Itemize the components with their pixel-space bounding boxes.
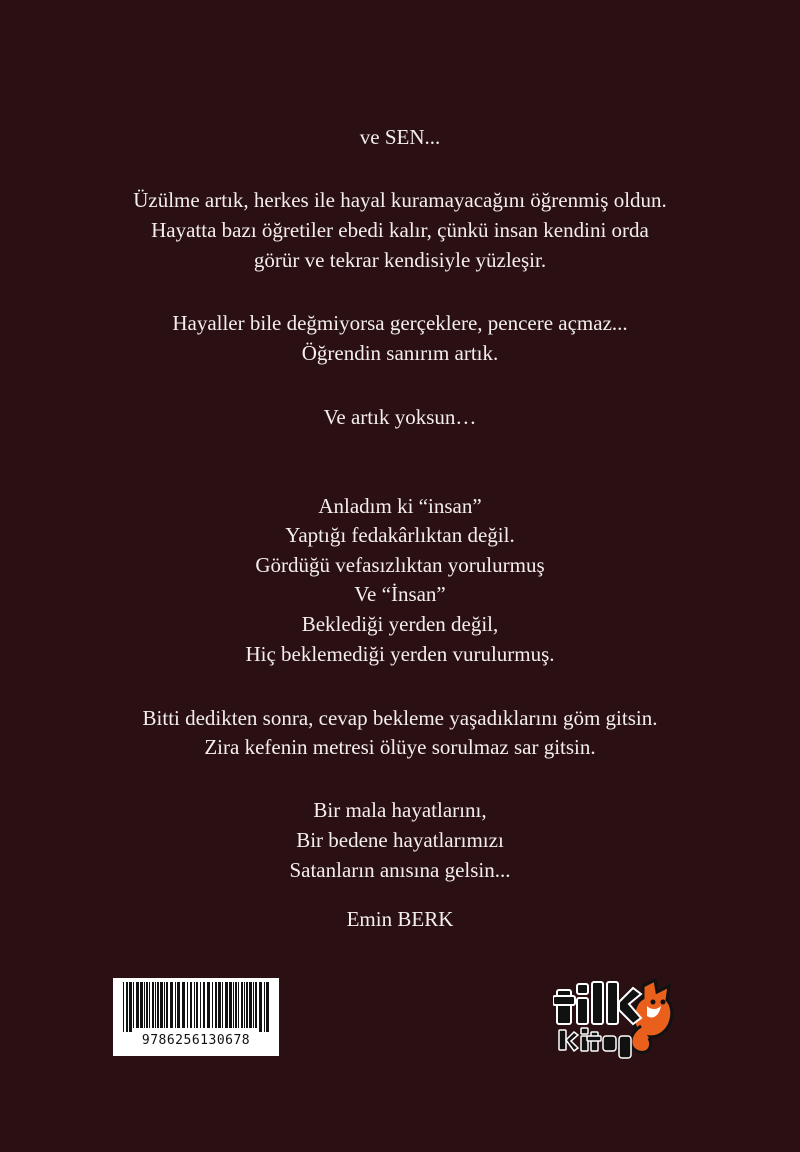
paragraph-1-line-2: Hayatta bazı öğretiler ebedi kalır, çünkü insan kendini orda [151, 218, 649, 242]
poem-line-4: Ve “İnsan” [354, 582, 446, 606]
barcode-bar [266, 982, 269, 1032]
paragraph-6-line-2: Bir bedene hayatlarımızı [296, 828, 504, 852]
barcode-bar [238, 982, 239, 1028]
barcode-bar [166, 982, 168, 1028]
isbn-barcode [113, 978, 279, 1056]
barcode-bar [170, 982, 173, 1028]
barcode-bar [187, 982, 188, 1028]
barcode-bar [212, 982, 213, 1028]
barcode-bar [222, 982, 223, 1028]
logo-word-kitap [559, 1028, 631, 1058]
paragraph-5-line-1: Bitti dedikten sonra, cevap bekleme yaşadıklarını göm gitsin. [142, 706, 658, 730]
paragraph-6-line-3: Satanların anısına gelsin... [289, 858, 511, 882]
barcode-bar [241, 982, 243, 1028]
logo-word-tilki [553, 982, 641, 1024]
isbn-number: 9786256130678 [141, 1033, 251, 1048]
paragraph-3-line-1: Ve artık yoksun… [323, 405, 477, 429]
barcode-bar [249, 982, 252, 1028]
barcode-bar [200, 982, 201, 1028]
barcode-bar [123, 982, 124, 1032]
barcode-bar [194, 982, 195, 1028]
paragraph-5-line-2: Zira kefenin metresi ölüye sorulmaz sar gitsin. [204, 735, 596, 759]
poem-line-3: Gördüğü vefasızlıktan yorulurmuş [255, 553, 545, 577]
barcode-bar [149, 982, 150, 1028]
poem-line-5: Beklediği yerden değil, [301, 612, 499, 636]
barcode-bar [129, 982, 132, 1032]
author-name: Emin BERK [346, 907, 454, 931]
barcode-bar [196, 982, 198, 1028]
poem-line-2: Yaptığı fedakârlıktan değil. [285, 523, 515, 547]
barcode-bar [177, 982, 180, 1028]
barcode-bar [126, 982, 128, 1032]
barcode-bars-graphic [121, 982, 271, 1032]
barcode-bar [152, 982, 154, 1028]
heading: ve SEN... [359, 125, 441, 149]
barcode-bar [146, 982, 148, 1028]
barcode-bar [246, 982, 248, 1028]
barcode-bar [140, 982, 143, 1028]
barcode-bar [229, 982, 232, 1028]
paragraph-6-line-1: Bir mala hayatlarını, [313, 798, 487, 822]
barcode-bar [215, 982, 217, 1028]
barcode-bar [160, 982, 163, 1028]
paragraph-2-line-1: Hayaller bile değmiyorsa gerçeklere, pencere açmaz... [172, 311, 628, 335]
barcode-bar [244, 982, 245, 1028]
barcode-bar [155, 982, 156, 1028]
paragraph-2-line-2: Öğrendin sanırım artık. [301, 341, 499, 365]
barcode-bar [190, 982, 192, 1028]
paragraph-1-line-3: görür ve tekrar kendisiyle yüzleşir. [253, 248, 547, 272]
barcode-bar [133, 982, 134, 1028]
tilki-kitap-logo [553, 976, 677, 1060]
paragraph-1-line-1: Üzülme artık, herkes ile hayal kuramayacağını öğrenmiş oldun. [133, 188, 667, 212]
barcode-bar [182, 982, 185, 1028]
poem-line-6: Hiç beklemediği yerden vurulurmuş. [245, 642, 555, 666]
barcode-bar [144, 982, 145, 1028]
barcode-bar [225, 982, 228, 1028]
barcode-bar [164, 982, 165, 1028]
barcode-bar [157, 982, 159, 1028]
barcode-bar [255, 982, 257, 1028]
poem-line-1: Anladım ki “insan” [318, 494, 482, 518]
barcode-bar [218, 982, 221, 1028]
barcode-bar [233, 982, 234, 1028]
barcode-bar [235, 982, 237, 1028]
barcode-bar [207, 982, 210, 1028]
barcode-bar [175, 982, 176, 1028]
barcode-bar [203, 982, 205, 1028]
barcode-bar [259, 982, 262, 1032]
barcode-bar [264, 982, 265, 1032]
barcode-bar [136, 982, 139, 1028]
barcode-bar [253, 982, 254, 1028]
